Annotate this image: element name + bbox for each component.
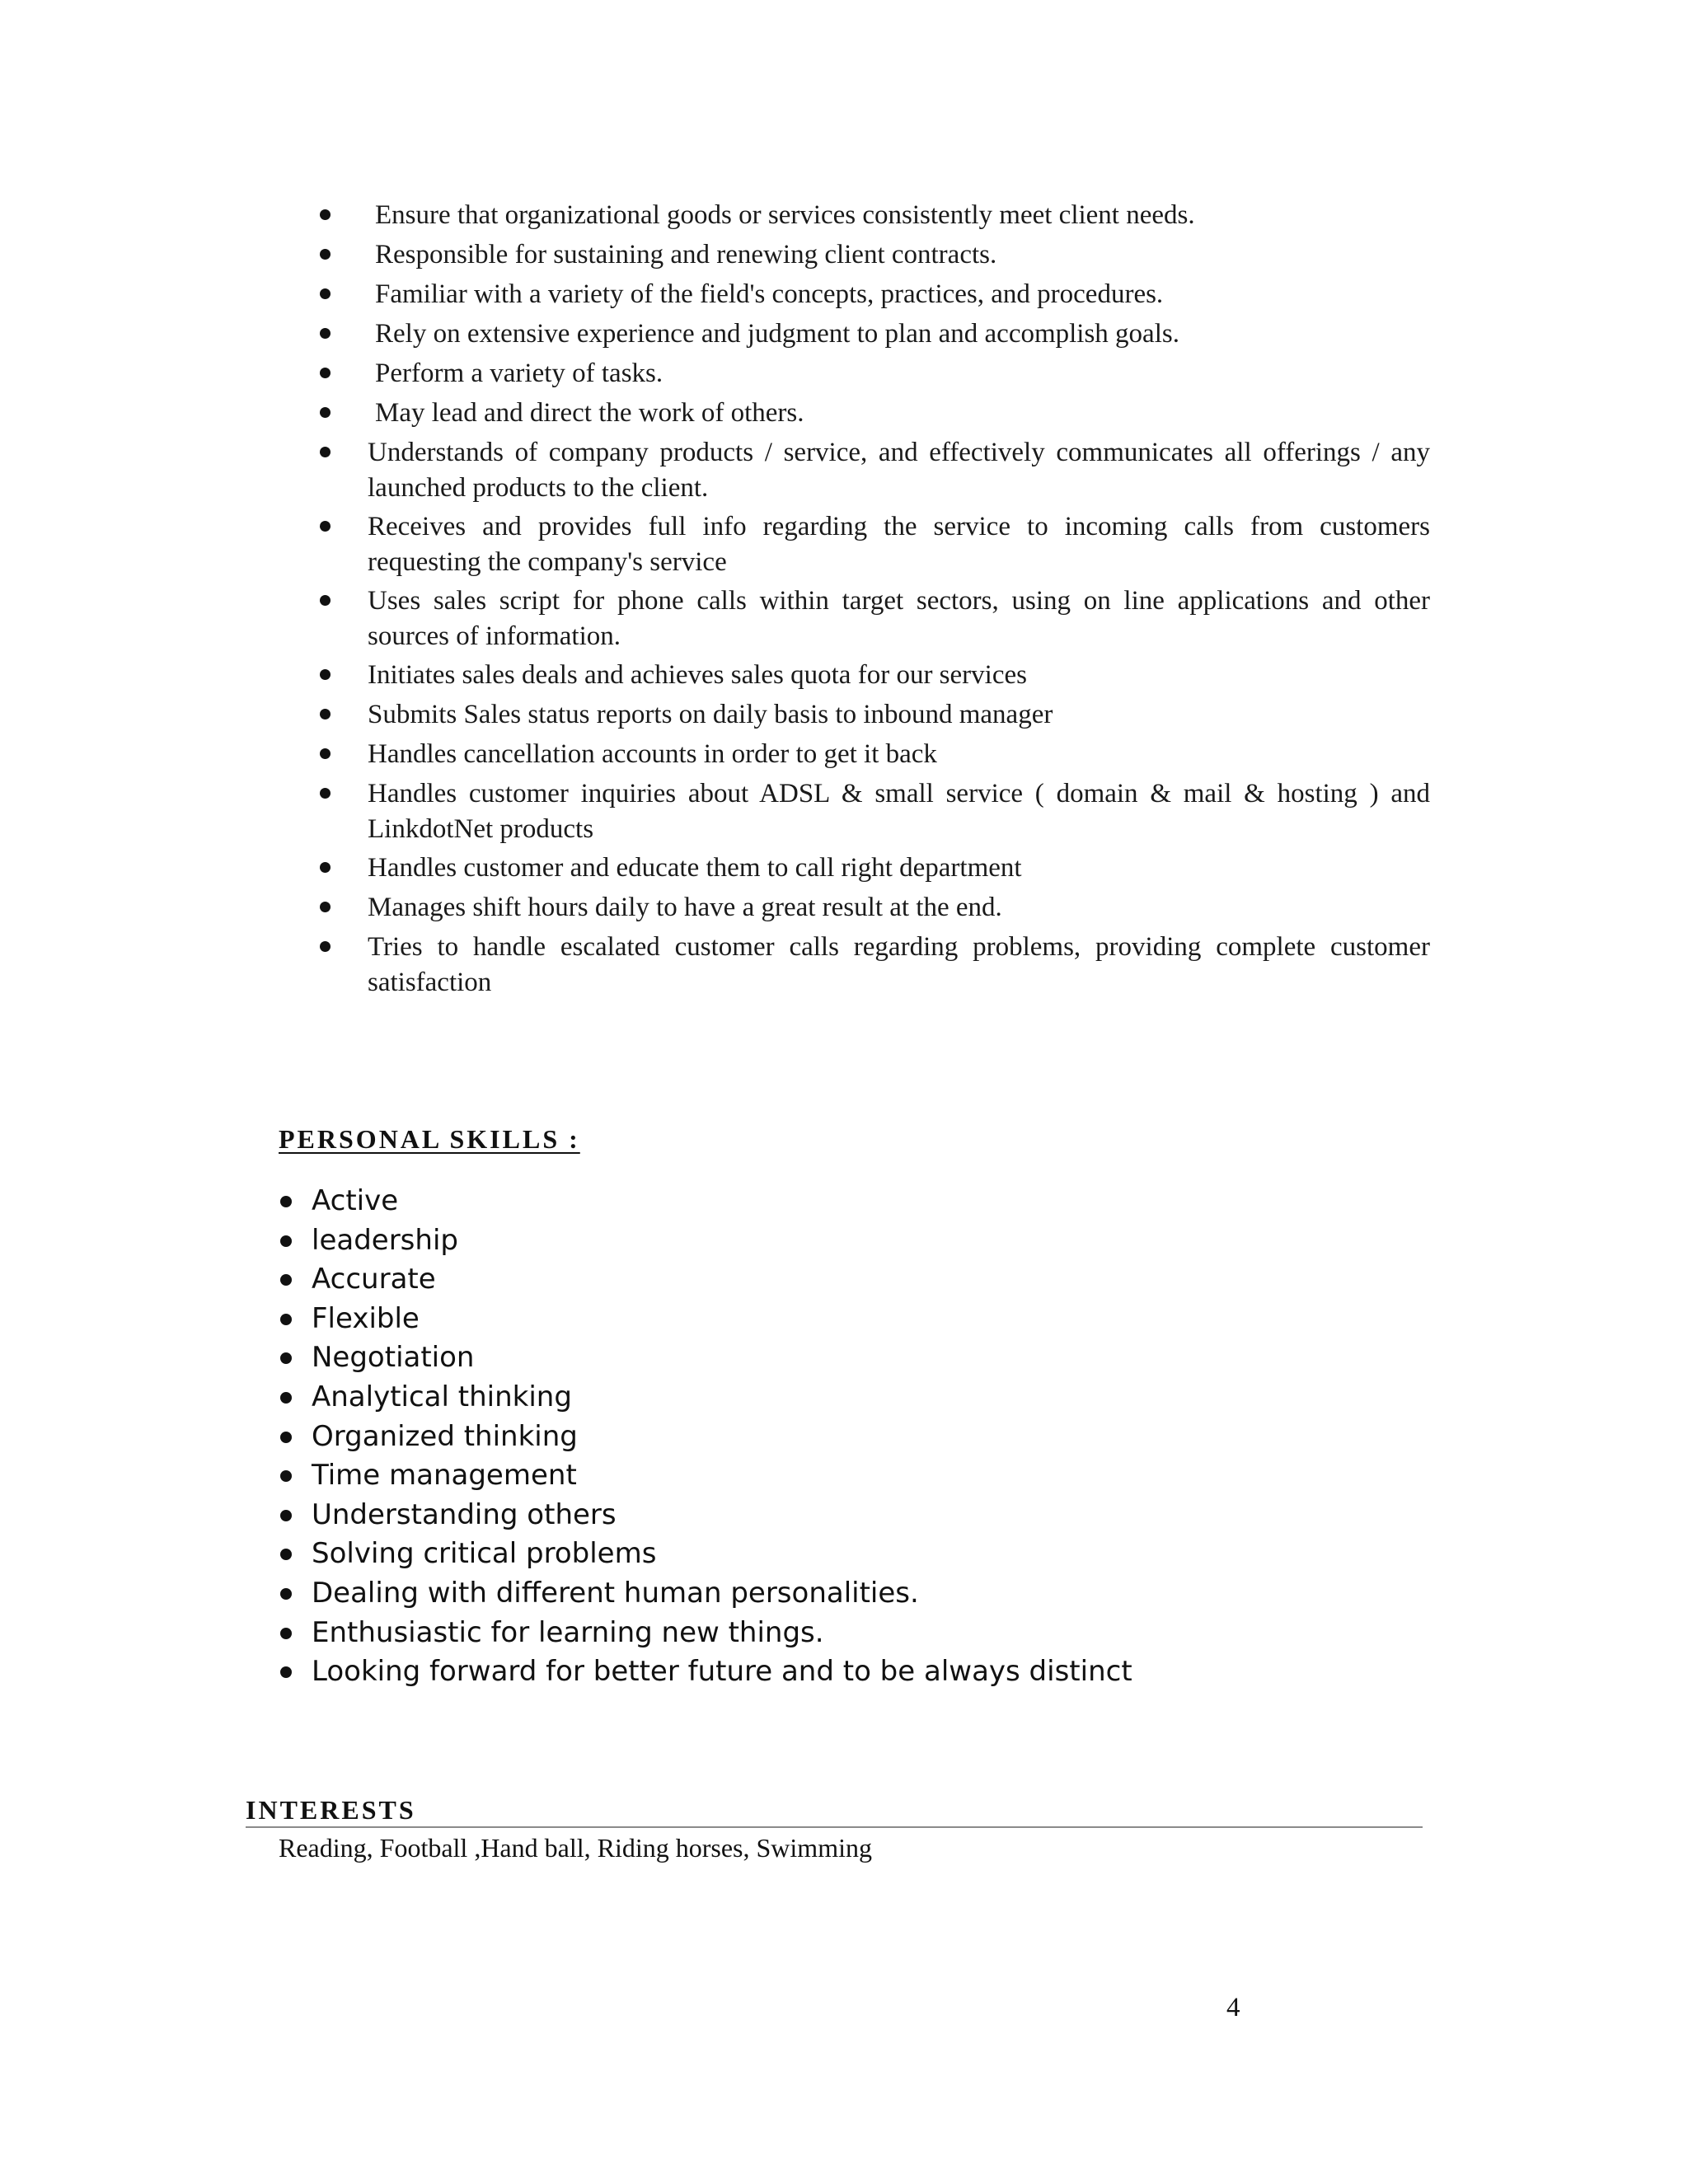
bullet-icon [320, 902, 331, 912]
duty-item [305, 737, 1430, 772]
bullet-icon [320, 748, 331, 759]
duty-text: Understands of company products / service, and effectively communicates all offerings / any launched products to the client. [368, 438, 1430, 503]
duty-text: Handles customer and educate them to call right department [368, 853, 1022, 883]
duty-item [305, 237, 1430, 273]
bullet-icon [280, 1432, 292, 1443]
bullet-icon [280, 1314, 292, 1325]
duty-text: Submits Sales status reports on daily basis to inbound manager [368, 700, 1053, 729]
duty-item [305, 316, 1430, 352]
duty-item [305, 356, 1430, 391]
duty-item [305, 697, 1430, 733]
bullet-icon [280, 1549, 292, 1560]
duty-item [305, 658, 1430, 693]
interests-heading: INTERESTS [246, 1795, 416, 1825]
skill-text: Enthusiastic for learning new things. [312, 1615, 824, 1649]
skill-item [279, 1221, 1132, 1261]
duty-text: Handles cancellation accounts in order to get it back [368, 739, 937, 769]
bullet-icon [320, 407, 331, 418]
duty-item [305, 776, 1430, 847]
bullet-icon [320, 447, 331, 457]
skill-text: Negotiation [312, 1341, 475, 1375]
skill-item [279, 1300, 1132, 1339]
bullet-icon [320, 709, 331, 719]
duty-item [305, 277, 1430, 312]
skill-item [279, 1535, 1132, 1574]
skill-text: Understanding others [312, 1497, 617, 1531]
bullet-icon [280, 1666, 292, 1678]
duty-item [305, 851, 1430, 886]
skill-item [279, 1456, 1132, 1496]
duty-item [305, 435, 1430, 506]
job-duties-list [305, 198, 1430, 1001]
duty-text: Ensure that organizational goods or services consistently meet client needs. [375, 200, 1195, 230]
bullet-icon [280, 1510, 292, 1521]
duty-text: Uses sales script for phone calls within target sectors, using on line applications and other sources of information. [368, 586, 1430, 651]
bullet-icon [320, 669, 331, 680]
skill-text: Active [312, 1184, 399, 1217]
bullet-icon [280, 1352, 292, 1364]
skill-text: Looking forward for better future and to be always distinct [312, 1655, 1132, 1689]
skill-text: Organized thinking [312, 1419, 578, 1453]
bullet-icon [320, 521, 331, 532]
bullet-icon [320, 788, 331, 799]
bullet-icon [280, 1392, 292, 1404]
bullet-icon [320, 941, 331, 952]
bullet-icon [320, 862, 331, 873]
skill-text: Solving critical problems [312, 1537, 657, 1571]
bullet-icon [320, 368, 331, 378]
duty-item [305, 890, 1430, 926]
bullet-icon [280, 1470, 292, 1482]
bullet-icon [280, 1196, 292, 1207]
skill-item [279, 1652, 1132, 1692]
section-divider [246, 1826, 1423, 1828]
duty-text: Perform a variety of tasks. [375, 359, 663, 388]
personal-skills-heading: PERSONAL SKILLS : [279, 1124, 580, 1154]
duty-item [305, 930, 1430, 1001]
skill-text: Time management [312, 1459, 577, 1493]
skill-item [279, 1496, 1132, 1535]
duty-text: Manages shift hours daily to have a great result at the end. [368, 893, 1002, 922]
bullet-icon [280, 1588, 292, 1600]
duty-text: Familiar with a variety of the field's concepts, practices, and procedures. [375, 279, 1164, 309]
bullet-icon [320, 249, 331, 260]
duty-text: Initiates sales deals and achieves sales quota for our services [368, 660, 1027, 690]
skill-item [279, 1378, 1132, 1418]
skill-item [279, 1574, 1132, 1614]
skill-item [279, 1418, 1132, 1457]
duty-text: Handles customer inquiries about ADSL & small service ( domain & mail & hosting ) and LinkdotNet products [368, 779, 1430, 844]
page-number: 4 [1226, 1993, 1240, 2022]
bullet-icon [320, 209, 331, 220]
duty-text: May lead and direct the work of others. [375, 398, 804, 428]
bullet-icon [320, 288, 331, 299]
skill-item [279, 1614, 1132, 1653]
bullet-icon [320, 328, 331, 339]
duty-text: Receives and provides full info regarding the service to incoming calls from customers requesting the company's service [368, 512, 1430, 577]
duty-item [305, 198, 1430, 233]
bullet-icon [320, 595, 331, 606]
personal-skills-list [279, 1182, 1132, 1692]
duty-text: Tries to handle escalated customer calls regarding problems, providing complete customer satisfaction [368, 932, 1430, 997]
duty-text: Responsible for sustaining and renewing client contracts. [375, 240, 997, 269]
duty-text: Rely on extensive experience and judgment to plan and accomplish goals. [375, 319, 1179, 349]
duty-item [305, 583, 1430, 654]
skill-text: Dealing with different human personalities. [312, 1576, 919, 1610]
skill-item [279, 1260, 1132, 1300]
skill-text: Analytical thinking [312, 1380, 572, 1413]
skill-text: leadership [312, 1223, 458, 1257]
duty-item [305, 396, 1430, 431]
skill-text: Flexible [312, 1301, 420, 1335]
bullet-icon [280, 1628, 292, 1639]
bullet-icon [280, 1235, 292, 1247]
bullet-icon [280, 1274, 292, 1286]
skill-item [279, 1182, 1132, 1221]
skill-text: Accurate [312, 1263, 436, 1296]
duty-item [305, 509, 1430, 580]
interests-text: Reading, Football ,Hand ball, Riding horses, Swimming [279, 1833, 872, 1863]
skill-item [279, 1338, 1132, 1378]
